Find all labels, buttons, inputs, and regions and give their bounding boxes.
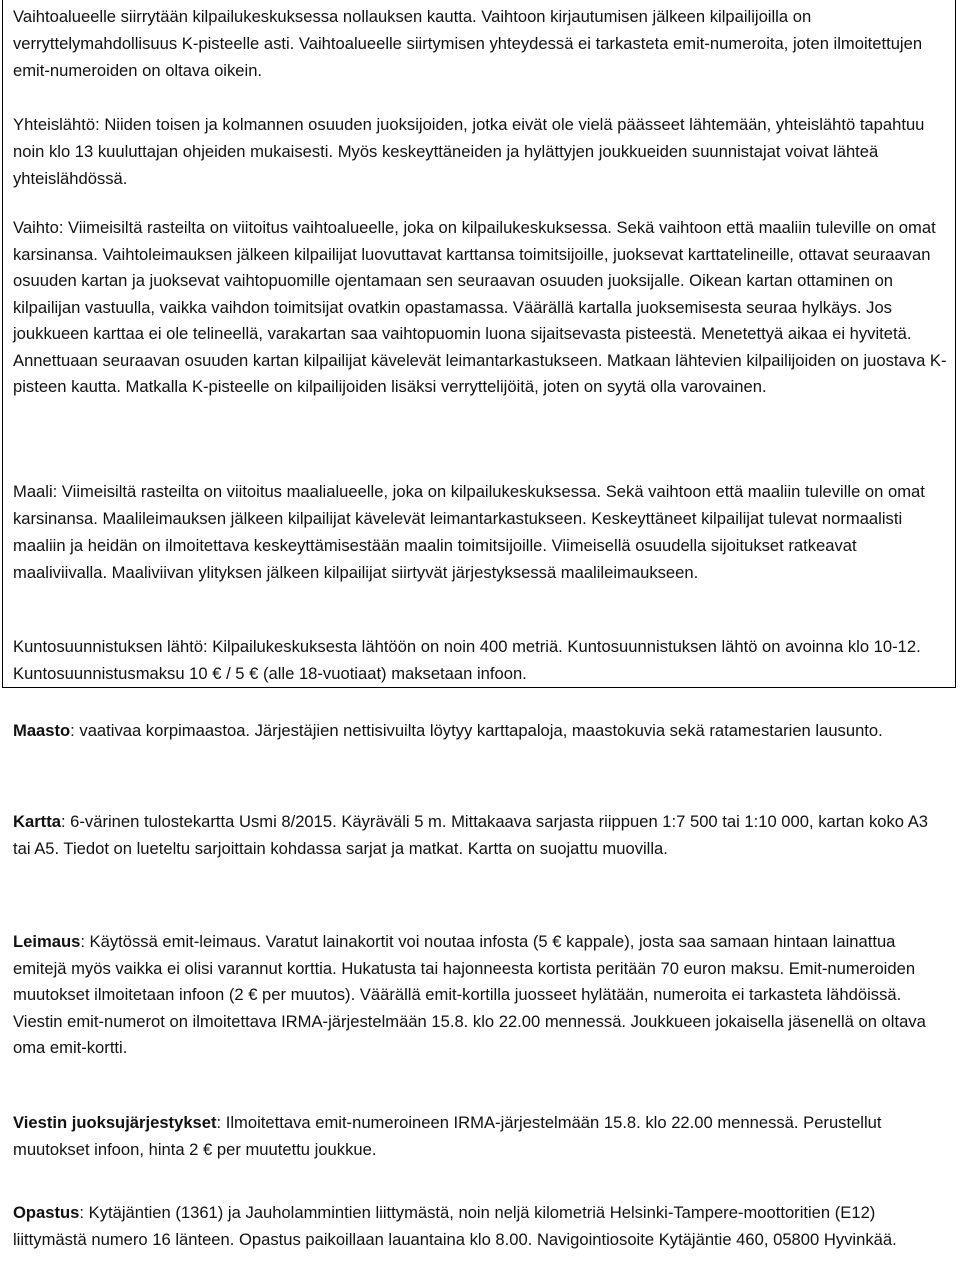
section-opastus-text: : Kytäjäntien (1361) ja Jauholammintien liittymästä, noin neljä kilometriä Helsinki-Tampere-moottoritien (E12) liittymästä numero 16 länteen. Opastus paikoillaan lauantaina klo 8.00. Navigointiosoite Kytäjäntie 460, 05800 Hyvinkää. [13, 1203, 897, 1249]
paragraph-yhteislahto: Yhteislähtö: Niiden toisen ja kolmannen osuuden juoksijoiden, jotka eivät ole vielä päässeet lähtemään, yhteislähtö tapahtuu noin klo 13 kuuluttajan ohjeiden mukaisesti. Myös keskeyttäneiden ja hylättyjen joukkueiden suunnistajat voivat lähteä yhteislähdössä. [13, 115, 925, 188]
section-leimaus-text: : Käytössä emit-leimaus. Varatut lainakortit voi noutaa infosta (5 € kappale), josta saa samaan hintaan lainattua emitejä myös vaikka ei olisi varannut korttia. Hukatusta tai hajonneesta kortista peritään 70 euron maksu. Emit-numeroiden muutokset ilmoitetaan infoon (2 € per muutos). Väärällä emit-kortilla juosseet hylätään, numeroita ei tarkasteta lähdöissä. Viestin emit-numerot on ilmoitettava IRMA-järjestelmään 15.8. klo 22.00 mennessä. Joukkueen jokaisella jäsenellä on oltava oma emit-kortti. [13, 932, 926, 1057]
paragraph-vaihto: Vaihto: Viimeisiltä rasteilta on viitoitus vaihtoalueelle, joka on kilpailukeskuksessa. Sekä vaihtoon että maaliin tuleville on omat karsinansa. Vaihtoleimauksen jälkeen kilpailijat luovuttavat karttansa toimitsijoille, juoksevat karttatelineille, ottavat seuraavan osuuden kartan ja juoksevat vaihtopuomille ojentamaan sen seuraavan osuuden juoksijalle. Oikean kartan ottaminen on kilpailijan vastuulla, vaikka vaihdon toimitsijat ovatkin opastamassa. Väärällä kartalla juoksemisesta seuraa hylkäys. Jos joukkueen karttaa ei ole telineellä, varakartan saa vaihtopuomin luona sijaitsevasta pisteestä. Menetettyä aikaa ei hyvitetä. Annettuaan seuraavan osuuden kartan kilpailijat kävelevät leimantarkastukseen. Matkaan lähtevien kilpailijoiden on juostava K-pisteen kautta. Matkalla K-pisteelle on kilpailijoiden lisäksi verryttelijöitä, joten on syytä olla varovainen. [13, 218, 947, 396]
paragraph-vaihtoalue: Vaihtoalueelle siirrytään kilpailukeskuksessa nollauksen kautta. Vaihtoon kirjautumisen jälkeen kilpailijoilla on verryttelymahdollisuus K-pisteelle asti. Vaihtoalueelle siirtymisen yhteydessä ei tarkasteta emit-numeroita, joten ilmoitettujen emit-numeroiden on oltava oikein. [13, 7, 923, 80]
section-kartta-label: Kartta [13, 812, 61, 831]
section-viestin-juoksujarjestykset [13, 1110, 948, 1163]
section-leimaus-label: Leimaus [13, 932, 81, 951]
section-kartta-text: : 6-värinen tulostekartta Usmi 8/2015. Käyräväli 5 m. Mittakaava sarjasta riippuen 1:7 500 tai 1:10 000, kartan koko A3 tai A5. Tiedot on lueteltu sarjoittain kohdassa sarjat ja matkat. Kartta on suojattu muovilla. [13, 812, 928, 858]
section-kartta [13, 809, 948, 862]
section-leimaus [13, 929, 948, 1062]
section-opastus [13, 1200, 948, 1253]
paragraph-kuntosuunnistus: Kuntosuunnistuksen lähtö: Kilpailukeskuksesta lähtöön on noin 400 metriä. Kuntosuunnistuksen lähtö on avoinna klo 10-12. Kuntosuunnistusmaksu 10 € / 5 € (alle 18-vuotiaat) maksetaan infoon. [13, 637, 921, 683]
section-viesti-label: Viestin juoksujärjestykset [13, 1113, 217, 1132]
section-opastus-label: Opastus [13, 1203, 80, 1222]
section-maasto-label: Maasto [13, 721, 71, 740]
paragraph-maali: Maali: Viimeisiltä rasteilta on viitoitus maalialueelle, joka on kilpailukeskuksessa. Sekä vaihtoon että maaliin tuleville on omat karsinansa. Maalileimauksen jälkeen kilpailijat kävelevät leimantarkastukseen. Keskeyttäneet kilpailijat tulevat normaalisti maaliin ja heidän on ilmoitettava keskeyttämisestään maalin toimitsijoille. Viimeisellä osuudella sijoitukset ratkeavat maaliviivalla. Maaliviivan ylityksen jälkeen kilpailijat siirtyvät järjestyksessä maalileimaukseen. [13, 482, 925, 582]
section-viesti-text: : Ilmoitettava emit-numeroineen IRMA-järjestelmään 15.8. klo 22.00 mennessä. Perustellut muutokset infoon, hinta 2 € per muutettu joukkue. [13, 1113, 882, 1159]
section-maasto-text: : vaativaa korpimaastoa. Järjestäjien nettisivuilta löytyy karttapaloja, maastokuvia sekä ratamestarien lausunto. [70, 721, 883, 740]
section-maasto [13, 718, 948, 745]
